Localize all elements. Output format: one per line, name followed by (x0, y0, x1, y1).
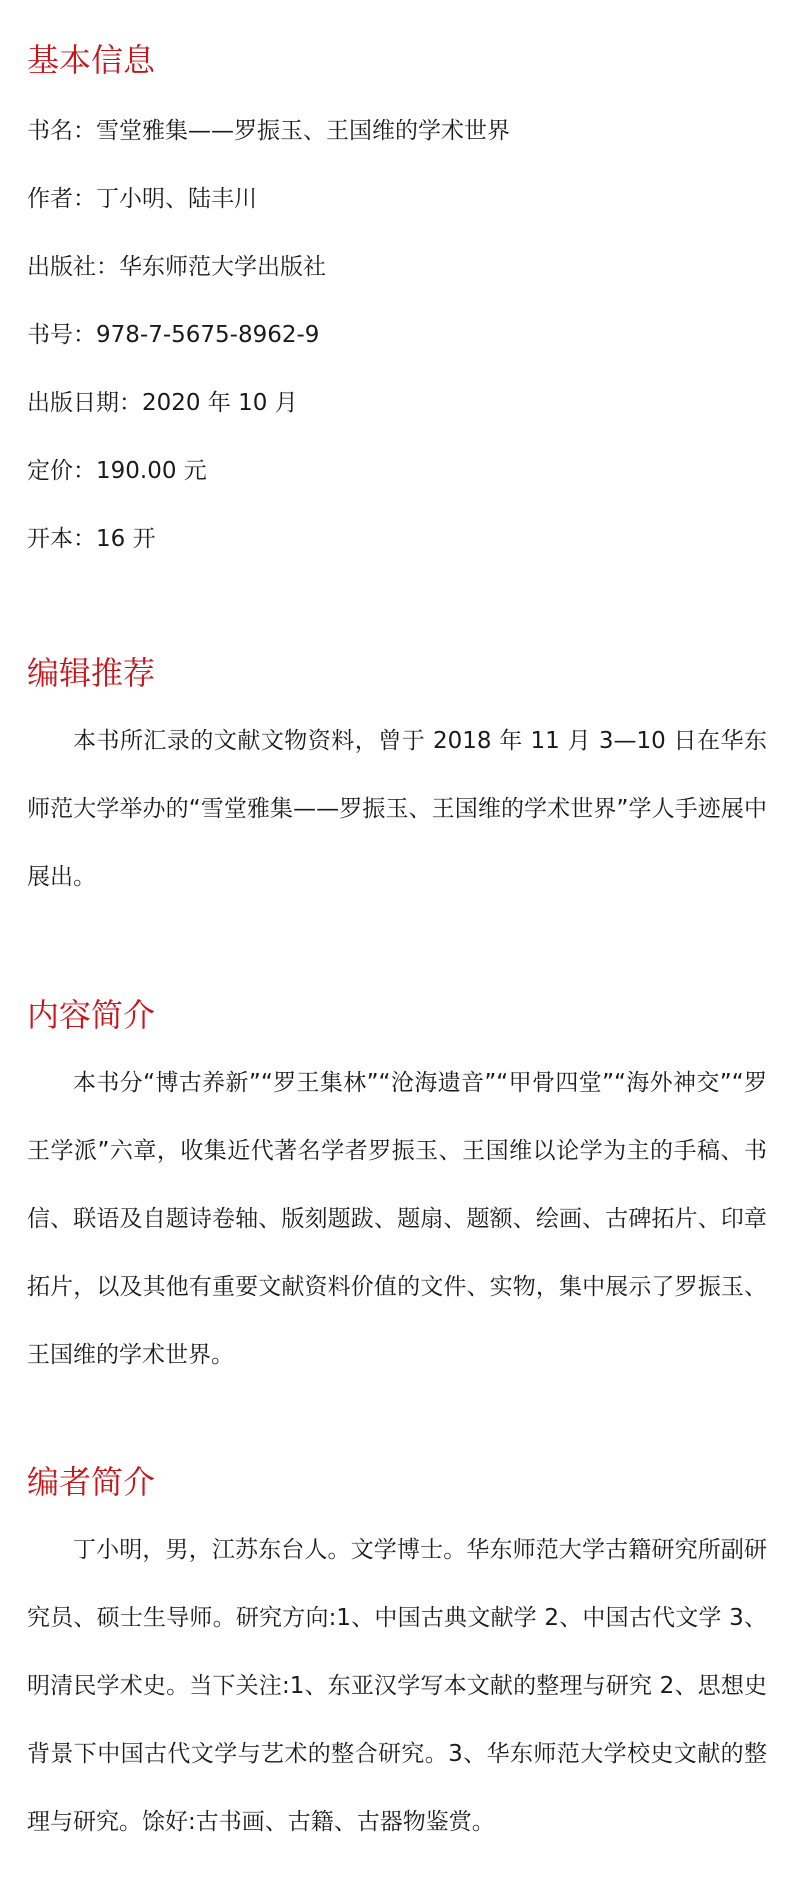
editor-paragraph: 丁小明，男，江苏东台人。文学博士。华东师范大学古籍研究所副研究员、硕士生导师。研究方向:1、中国古典文献学 2、中国古代文学 3、明清民学术史。当下关注:1、东亚汉学写本文献的整理与研究 2、思想史背景下中国古代文学与艺术的整合研究。3、华东师范大学校史文献的整理与研究。馀好:古书画、古籍、古器物鉴赏。 (27, 1537, 767, 1835)
editor-heading: 编者简介 (27, 1463, 156, 1501)
info-publisher: 出版社：华东师范大学出版社 (27, 254, 326, 280)
recommend-heading: 编辑推荐 (27, 654, 156, 692)
basic-info-heading: 基本信息 (27, 41, 156, 79)
info-pub-date: 出版日期：2020 年 10 月 (27, 390, 298, 416)
info-title: 书名：雪堂雅集——罗振玉、王国维的学术世界 (27, 118, 510, 144)
recommend-paragraph: 本书所汇录的文献文物资料，曾于 2018 年 11 月 3—10 日在华东师范大学举办的“雪堂雅集——罗振玉、王国维的学术世界”学人手迹展中展出。 (27, 728, 767, 890)
info-price: 定价：190.00 元 (27, 458, 207, 484)
summary-paragraph: 本书分“博古养新”“罗王集林”“沧海遗音”“甲骨四堂”“海外神交”“罗王学派”六章，收集近代著名学者罗振玉、王国维以论学为主的手稿、书信、联语及自题诗卷轴、版刻题跋、题扇、题额、绘画、古碑拓片、印章拓片，以及其他有重要文献资料价值的文件、实物，集中展示了罗振玉、王国维的学术世界。 (27, 1070, 767, 1368)
info-format: 开本：16 开 (27, 526, 156, 552)
summary-heading: 内容简介 (27, 996, 156, 1034)
info-authors: 作者：丁小明、陆丰川 (27, 186, 257, 212)
info-isbn: 书号：978-7-5675-8962-9 (27, 322, 320, 348)
